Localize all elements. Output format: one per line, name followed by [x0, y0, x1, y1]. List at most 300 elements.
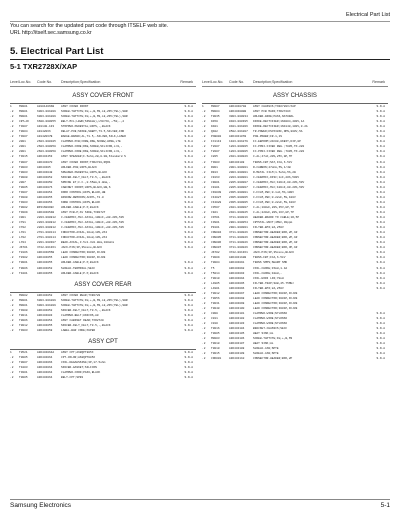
level-cell: .2 — [10, 271, 14, 275]
loc-cell: C011 — [211, 316, 218, 320]
remark-cell: S.N.A — [376, 150, 385, 154]
level-cell: .2 — [10, 303, 14, 307]
code-cell: A96434091 — [229, 261, 245, 265]
description-cell: C-FILM,PEF;0.22uF,5%,100V — [253, 195, 296, 199]
code-cell: 2305-000005 — [229, 195, 248, 199]
remark-cell: S.N.A — [184, 366, 193, 370]
code-cell: A96434052 — [37, 175, 53, 179]
description-cell: INDUCTOR-AXIAL,10uH,10%,2X4 — [61, 236, 108, 240]
description-cell: HEAT SINK;AL — [253, 342, 274, 346]
loc-cell: 2001 — [19, 140, 26, 144]
description-cell: CONNECTOR-HEADER;BOX,3P,1R — [253, 246, 298, 250]
level-cell: .2 — [10, 195, 14, 199]
loc-cell: M0001 — [19, 110, 28, 114]
remark-cell: S.N.A — [184, 241, 193, 245]
code-cell: A96434109 — [229, 352, 245, 356]
code-cell: A96434055 — [37, 256, 53, 260]
description-cell: C-CERAMIC,MLC-AXIAL,100nF,+80-20%,50V — [61, 216, 125, 220]
description-cell: IC-EEPROM;24C08,8KBIT,DIP,8P — [253, 140, 301, 144]
level-cell: .2 — [10, 236, 14, 240]
description-cell: SPEAKER-PEDESTAL;HIPS,BLACK — [61, 170, 108, 174]
description-cell: CRYSTAL-UNIT;4MHz,30ppm — [253, 221, 293, 225]
description-cell: LEAD CONNECTOR;3001P,FFJ09 — [61, 256, 106, 260]
remark-cell: S.N.A — [184, 266, 193, 270]
level-cell: .2 — [202, 236, 206, 240]
loc-cell: T0007 — [19, 361, 28, 365]
code-cell: A96434097 — [229, 291, 245, 295]
description-cell: WINDOW-REMOCON;ACRYL,T2.0 — [61, 195, 104, 199]
loc-cell: C008 — [211, 311, 218, 315]
loc-cell: T0048 — [211, 306, 220, 310]
remark-cell: S.N.A — [376, 175, 385, 179]
code-cell: A96434076 — [37, 185, 53, 189]
description-cell: HOLDER-PCB;HIPS,BLACK — [61, 165, 97, 169]
code-cell: A96434052 — [37, 266, 53, 270]
remark-cell: S.N.A — [376, 256, 385, 260]
loc-cell: M0007 — [211, 105, 220, 109]
code-cell: A96434080B — [229, 110, 247, 114]
level-cell: .2 — [202, 185, 206, 189]
code-cell: A96434050 — [37, 180, 53, 184]
description-cell: SCREW-TAPTITE;FH,+,B,M3,L8,ZPC(YEL),SWR — [61, 115, 128, 119]
loc-cell: T0015 — [211, 352, 220, 356]
remark-cell: S.N.A — [184, 155, 193, 159]
loc-cell: CF0038 — [211, 190, 222, 194]
remark-cell: S.N.A — [376, 281, 385, 285]
code-cell: 2201-000387 — [37, 241, 56, 245]
code-cell: A96434107 — [229, 342, 245, 346]
description-cell: HEAT SINK;AL — [253, 332, 274, 336]
level-cell: .2 — [10, 323, 14, 327]
level-cell: .2 — [202, 291, 206, 295]
remark-cell: S.N.A — [184, 226, 193, 230]
loc-cell: C010 — [211, 322, 218, 326]
level-cell: .2 — [202, 170, 206, 174]
code-cell: A96434056 — [37, 200, 53, 204]
code-cell: 0403-000395 — [229, 120, 248, 124]
description-cell: STOPPER-PEDESTAL;HIPS,-,BLACK — [61, 125, 111, 129]
description-cell: BRACKET-CHASSIS;SECC — [253, 327, 288, 331]
loc-cell: C9163 — [211, 175, 220, 179]
code-cell: 3711-000026 — [229, 236, 248, 240]
remark-cell: S.N.A — [376, 327, 385, 331]
description-cell: CLAMPER-WIRE;NYLON66 — [253, 316, 288, 320]
description-cell: BEAD-AXIAL,3.5x1.3x0.8mm,100ohm — [61, 241, 114, 245]
level-cell: .2 — [202, 145, 206, 149]
loc-cell: C001 — [19, 216, 26, 220]
column-header: Description;Specification — [253, 80, 293, 84]
loc-cell: C9101 — [211, 185, 220, 189]
loc-cell: M0001 — [19, 115, 28, 119]
loc-cell: T3003 — [211, 160, 220, 164]
remark-cell: S.N.A — [376, 251, 385, 255]
loc-cell: M0001 — [19, 105, 28, 109]
level-cell: .2 — [10, 241, 14, 245]
code-cell: A96434071B — [229, 105, 247, 109]
level-cell: .2 — [10, 231, 14, 235]
loc-cell: C3507 — [211, 205, 220, 209]
description-cell: SCREW-TAPTITE;FH,+,B,M3,L8,ZPC(YEL),SWR — [61, 110, 128, 114]
remark-cell: S.N.A — [184, 170, 193, 174]
level-cell: .2 — [202, 231, 206, 235]
code-cell: A96434106 — [229, 337, 245, 341]
description-cell: COIL-DEGAUSSING;3P,17.5ohm — [61, 361, 106, 365]
loc-cell: T0016 — [211, 327, 220, 331]
description-cell: ASSY SPEAKER;F.5ohm,2W,8.0W,Standard S — [61, 155, 126, 159]
remark-cell: S.N.A — [376, 236, 385, 240]
loc-cell: L702 — [19, 236, 26, 240]
level-cell: 1 — [202, 105, 204, 109]
level-cell: .2 — [10, 180, 14, 184]
code-cell: 2203-000812 — [37, 216, 56, 220]
code-cell: A96434099 — [229, 301, 245, 305]
level-cell: .2 — [10, 328, 14, 332]
code-cell: 2203-000812 — [37, 221, 56, 225]
code-cell: A96434052 — [37, 308, 53, 312]
column-header: Level — [202, 80, 211, 84]
code-cell: A96434055 — [37, 323, 53, 327]
loc-cell: T3007 — [19, 125, 28, 129]
description-cell: TRANS-FBT;SAT,FCA,6.5kV — [253, 160, 293, 164]
level-cell: .2 — [202, 332, 206, 336]
loc-cell: T3003 — [19, 328, 28, 332]
code-cell: A96434108 — [229, 160, 245, 164]
code-cell: A96434052 — [37, 293, 53, 297]
remark-cell: S.N.A — [184, 115, 193, 119]
level-cell: .2 — [202, 241, 206, 245]
loc-cell: 2001 — [19, 150, 26, 154]
section-title: ASSY CHASSIS — [273, 93, 317, 99]
page-title: 5. Electrical Part List — [10, 46, 104, 57]
code-cell: BP4160099C — [37, 205, 55, 209]
loc-cell: JK702 — [211, 251, 220, 255]
description-cell: DIODE-RECTIFIER;1N4148,100V,0.2A — [253, 125, 308, 129]
loc-cell: JK701 — [19, 246, 28, 250]
code-cell: 3711-000026 — [229, 246, 248, 250]
code-cell: 2401-000026 — [229, 155, 248, 159]
level-cell: .2 — [10, 155, 14, 159]
level-cell: .2 — [202, 115, 206, 119]
description-cell: SPACER-GASKET;SILICON — [61, 366, 97, 370]
remark-cell: S.N.A — [376, 180, 385, 184]
level-cell: .2 — [202, 205, 206, 209]
code-cell: 3711-000026 — [229, 241, 248, 245]
left-column — [10, 78, 196, 380]
loc-cell: T3001 — [19, 371, 28, 375]
remark-cell: S.N.A — [184, 328, 193, 332]
remark-cell: S.N.A — [184, 135, 193, 139]
loc-cell: L704 — [19, 241, 26, 245]
loc-cell: IC1113 — [211, 140, 222, 144]
description-cell: CABINET FRONT;HIPS,BLACK,HB,S — [61, 185, 111, 189]
loc-cell: T0006 — [19, 318, 28, 322]
description-cell: COIL-HORI LIN;70uH — [253, 276, 284, 280]
description-cell: COIL-CHOKE;10mH,- — [253, 271, 283, 275]
level-cell: .2 — [10, 318, 14, 322]
level-cell: .2 — [202, 316, 206, 320]
level-cell: .2 — [202, 352, 206, 356]
description-cell: INDUCTOR-AXIAL,10uH,10%,2X4 — [61, 231, 108, 235]
level-cell: .2 — [10, 371, 14, 375]
level-cell: .2 — [10, 190, 14, 194]
footer-rule — [10, 499, 390, 500]
description-cell: SPACER-FELT_FELT,T0.5,-,BLACK — [61, 308, 111, 312]
loc-cell: T3008 — [19, 308, 28, 312]
code-cell: A96434066 — [37, 361, 53, 365]
code-cell: 2203-000812 — [37, 226, 56, 230]
section-title: ASSY COVER FRONT — [72, 93, 134, 99]
loc-cell: T0002 — [19, 205, 28, 209]
loc-cell: L701 — [19, 231, 26, 235]
level-cell: .2 — [202, 165, 206, 169]
intro-text — [10, 23, 168, 37]
code-cell: A91140-133 — [37, 125, 55, 129]
remark-cell: S.N.A — [184, 150, 193, 154]
code-cell: A96434094 — [229, 276, 245, 280]
remark-cell: S.N.A — [376, 145, 385, 149]
level-cell: .2 — [202, 256, 206, 260]
column-header: Loc.No. — [211, 80, 224, 84]
remark-cell: S.N.A — [184, 175, 193, 179]
loc-cell: T3015 — [19, 155, 28, 159]
level-cell: .2 — [10, 130, 14, 134]
level-cell: .2 — [202, 347, 206, 351]
remark-cell: S.N.A — [184, 145, 193, 149]
level-cell: .2 — [202, 216, 206, 220]
code-cell: A96434453 — [37, 155, 53, 159]
remark-cell: S.N.A — [184, 195, 193, 199]
remark-cell: S.N.A — [184, 298, 193, 302]
remark-cell: S.N.A — [184, 318, 193, 322]
loc-cell: T1003 — [19, 366, 28, 370]
level-cell: .2 — [202, 271, 206, 275]
loc-cell: T0001 — [19, 261, 28, 265]
loc-cell: T0018 — [211, 342, 220, 346]
description-cell: LEAD CONNECTOR;3001P,FFJ09 — [253, 301, 298, 305]
column-header: Code No. — [37, 80, 53, 84]
level-cell: .2 — [202, 180, 206, 184]
remark-cell: S.N.A — [184, 140, 193, 144]
remark-cell: S.N.A — [376, 105, 385, 109]
remark-cell: S.N.A — [184, 110, 193, 114]
description-cell: CLAMPER-WIRE;NYLON66 — [253, 311, 288, 315]
level-cell: .2 — [202, 296, 206, 300]
description-cell: ASSY CABINET REAR;TXR2728 — [61, 318, 104, 322]
column-header: Level — [10, 80, 19, 84]
loc-cell: CN9006 — [211, 241, 222, 245]
code-cell: A9142067B — [37, 135, 53, 139]
code-cell: A96434096 — [229, 286, 245, 290]
loc-cell: T1001 — [19, 271, 28, 275]
description-cell: SHIELD-CAN;SPTE — [253, 352, 279, 356]
section-title: ASSY CPT — [88, 338, 118, 345]
remark-cell: S.N.A — [184, 371, 193, 375]
loc-cell: Q402 — [211, 130, 218, 134]
code-cell: A96434054B — [37, 211, 55, 214]
code-cell: 2203-000001 — [229, 175, 248, 179]
code-cell: 2701-000114 — [37, 231, 56, 235]
loc-cell: T0003 — [19, 165, 28, 169]
level-cell: .2 — [10, 200, 14, 204]
loc-cell: CF4027 — [211, 195, 222, 199]
description-cell: SCREW-TAPTITE;FH,+,B,M3,L8,ZPC(YEL),SWR — [61, 298, 128, 302]
code-cell: 3003-000034 — [229, 115, 248, 119]
level-cell: .2 — [202, 306, 206, 310]
level-cell: 1 — [10, 293, 12, 297]
remark-cell: S.N.A — [376, 226, 385, 230]
loc-cell: T3008 — [19, 195, 28, 199]
level-cell: .2 — [10, 226, 14, 230]
remark-cell: S.N.A — [376, 352, 385, 356]
level-cell: .2 — [10, 125, 14, 129]
code-cell: A96434110 — [229, 357, 245, 361]
loc-cell: T2007 — [211, 150, 220, 154]
table-header — [202, 78, 388, 87]
description-cell: CLAMPER-PCB;CORE,RKE,SCREW,HOSE,LTE — [61, 140, 121, 144]
remark-cell: S.N.A — [376, 160, 385, 164]
remark-cell: S.N.A — [184, 190, 193, 194]
remark-cell: S.N.A — [376, 286, 385, 290]
level-cell: .2 — [202, 190, 206, 194]
code-cell: 2305-000005 — [229, 200, 248, 204]
remark-cell: S.N.A — [376, 170, 385, 174]
level-cell: .2 — [10, 298, 14, 302]
code-cell: 3722-001361 — [37, 246, 56, 250]
intro-line-1: You can search for the updated part code through ITSELF web site. — [10, 23, 169, 29]
code-cell: A96434055B — [37, 251, 55, 255]
loc-cell: M0002 — [19, 293, 28, 297]
level-cell: .2 — [10, 356, 14, 360]
level-cell: 1 — [10, 350, 12, 354]
loc-cell: CRT+CF — [19, 120, 30, 124]
code-cell: A96434110B — [229, 256, 247, 260]
section-subtitle: 5-1 TXR2728X/XAP — [10, 62, 78, 71]
description-cell: LEAD CONNECTOR;3001P,FFJ09 — [253, 291, 298, 295]
description-cell: HOLDER-CABLE;P.P,BLACK — [61, 271, 99, 275]
code-cell: 3711-000016 — [229, 216, 248, 220]
code-cell: A9142066 — [37, 130, 51, 134]
description-cell: TRANS-FBT;FCA,6.5kV — [253, 256, 286, 260]
level-cell: .2 — [202, 342, 206, 346]
remark-cell: S.N.A — [184, 261, 193, 265]
remark-cell: S.N.A — [376, 221, 385, 225]
loc-cell: M0001 — [19, 298, 28, 302]
level-cell: .2 — [202, 281, 206, 285]
code-cell: 2801-000054 — [229, 221, 248, 225]
loc-cell: M0004 — [211, 110, 220, 114]
level-cell: .2 — [10, 135, 14, 139]
description-cell: CLAMPER-CORE;RKE,SCREW,SILICON,L=0,- — [61, 150, 123, 154]
remark-cell: S.N.A — [376, 337, 385, 341]
loc-cell: T0035 — [211, 115, 220, 119]
level-cell: .2 — [10, 185, 14, 189]
loc-cell: T3009 — [19, 211, 28, 214]
description-cell: C-CERAMIC,DISC;1nF,20%,500V — [253, 175, 300, 179]
code-cell: A9643405 — [37, 165, 51, 169]
level-cell: .2 — [10, 160, 14, 164]
description-cell: CPT-COLOR;A68QPT885X — [61, 356, 96, 360]
description-cell: C-FILM,PEF;0.1uF,5%,100V — [253, 190, 294, 194]
code-cell: 2305-000001 — [229, 190, 248, 194]
remark-cell: S.N.A — [376, 165, 385, 169]
description-cell: C-AL;100uF,20%,35V,GP,TP — [253, 205, 294, 209]
code-cell: 2205-000007 — [229, 185, 248, 189]
description-cell: ASSY COVER REAR;TXR2728 — [61, 293, 101, 297]
loc-cell: T0031 — [211, 301, 220, 305]
remark-cell: S.N.A — [376, 261, 385, 265]
description-cell: IC-POSI.FIXED REG.;7805,TO-220 — [253, 150, 305, 154]
remark-cell: S.N.A — [376, 185, 385, 189]
description-cell: C-CERAMIC,MLC;100nF,80-20%,50V — [253, 185, 305, 189]
level-cell: .2 — [202, 266, 206, 270]
code-cell: A96434064A — [37, 350, 55, 354]
description-cell: ASSY PCB-P;AV SIDE,TXR2727 — [61, 211, 106, 214]
loc-cell: T0106 — [19, 251, 28, 255]
code-cell: A96434048 — [37, 170, 53, 174]
description-cell: KNOB CONTROL;HIPS,BLACK — [61, 200, 101, 204]
description-cell: COIL-CHOKE;15mH,1.4A — [253, 266, 288, 270]
loc-cell: CN9004 — [211, 231, 222, 235]
level-cell: 1 — [10, 105, 12, 109]
loc-cell: T3003 — [19, 200, 28, 204]
description-cell: C-CERAMIC,MLC;100nF,80-20%,50V — [253, 180, 305, 184]
remark-cell: S.N.A — [184, 313, 193, 317]
description-cell: C-CERAMIC,MLC-AXIAL,100nF,+80-20%,50V — [61, 226, 125, 230]
footer-company: Samsung Electronics — [10, 502, 72, 509]
description-cell: C-FILM,PEF;0.22uF,5%,100V — [253, 200, 296, 204]
remark-cell: S.N.A — [376, 211, 385, 214]
code-cell: A96434083 — [37, 313, 53, 317]
loc-cell: 2001 — [19, 145, 26, 149]
level-cell: .2 — [202, 110, 206, 114]
remark-cell: S.N.A — [184, 200, 193, 204]
remark-cell: S.N.A — [376, 135, 385, 139]
remark-cell: S.N.A — [376, 115, 385, 119]
remark-cell: S.N.A — [184, 180, 193, 184]
remark-cell: S.N.A — [184, 231, 193, 235]
description-cell: SCREW-TAPTITE;FH,+,B,M3 — [253, 337, 293, 341]
description-cell: ASSY COVER FRONT — [61, 105, 89, 109]
level-cell: .2 — [10, 175, 14, 179]
remark-cell: S.N.A — [376, 231, 385, 235]
code-cell: A96434102 — [229, 316, 245, 320]
loc-cell: D401 — [211, 125, 218, 129]
description-cell: R-METAL FILM;1.5ohm,5%,2W — [253, 170, 296, 174]
description-cell: CLAMPER-CORE;RKE,SCREW,SILICON,L=0,- — [61, 145, 123, 149]
description-cell: LEAD CONNECTOR;3001P,FFJ09 — [253, 306, 298, 310]
code-cell: 2901-000001 — [229, 226, 248, 230]
description-cell: IC-POSI.FIXED REG.;7805,TO-220 — [253, 145, 305, 149]
remark-cell: S.N.A — [184, 160, 193, 164]
code-cell: A96434107B — [229, 135, 247, 139]
code-cell: 2603-000105 — [37, 140, 56, 144]
description-cell: SCREW-TAPTITE;FH,+,B,M3,L8,ZPC(YEL),SWR — [61, 303, 128, 307]
loc-cell: T0056 — [211, 296, 220, 300]
remark-cell: S.N.A — [184, 165, 193, 169]
remark-cell: S.N.A — [376, 200, 385, 204]
code-cell: 6003-001089 — [37, 110, 56, 114]
intro-url[interactable]: URL http://itself.sec.samsung.co.kr — [10, 30, 92, 36]
loc-cell: T5014 — [211, 271, 220, 275]
remark-cell: S.N.A — [376, 205, 385, 209]
loc-cell: L4901 — [211, 286, 220, 290]
level-cell: .2 — [202, 125, 206, 129]
remark-cell: S.N.A — [184, 130, 193, 134]
code-cell: A96434064 — [37, 356, 53, 360]
code-cell: 2205-000007 — [229, 180, 248, 184]
table-row — [10, 375, 196, 380]
remark-cell: S.N.A — [184, 246, 193, 250]
